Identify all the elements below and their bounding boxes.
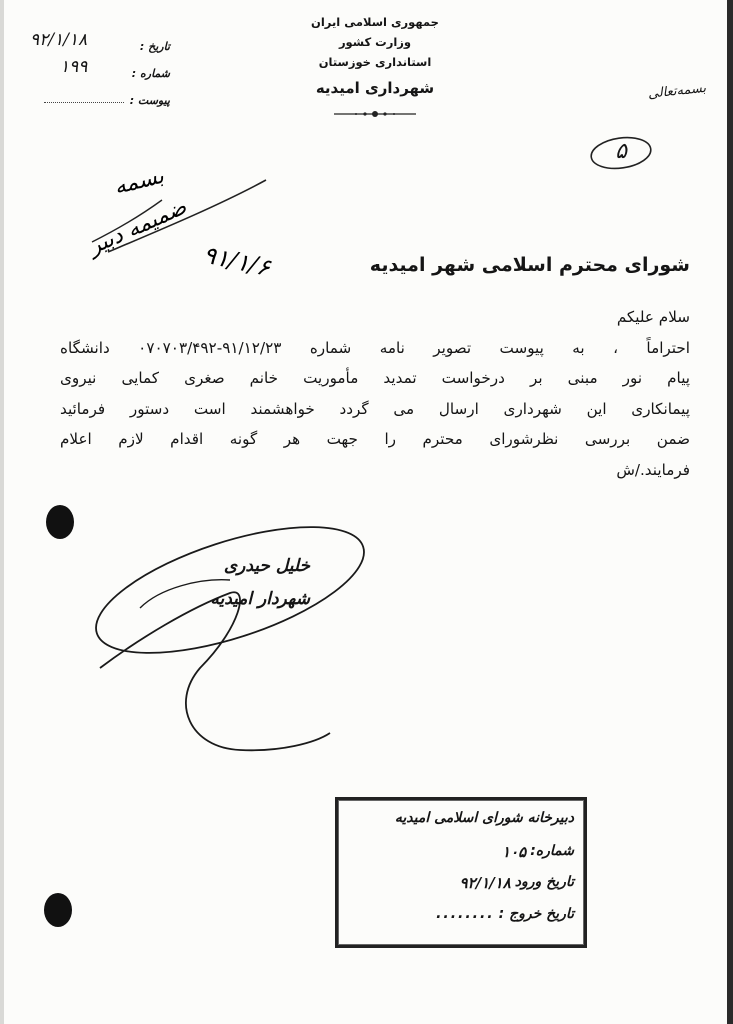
page-number-mark [588,135,654,171]
handwritten-annotation [70,150,300,290]
letterhead-country: جمهوری اسلامی ایران [311,15,439,29]
page-number: ۵ [615,139,627,164]
meta-number [30,57,170,88]
stamp-title: دبیرخانه شورای اسلامی امیدیه [394,810,574,826]
signer-name: خلیل حیدری [223,556,310,576]
stamp-entry-row [348,874,574,892]
meta-attachment-dots [44,102,124,103]
meta-attachment [30,88,170,115]
body-line-4: ضمن بررسی نظرشورای محترم را جهت هر گونه اقدام لازم اعلام [60,430,690,449]
recipient-line: شورای محترم اسلامی شهر امیدیه [369,254,690,276]
stamp-number-row [348,843,574,861]
meta-attachment-label: پیوست : [129,94,170,107]
council-secretariat-stamp [335,797,587,948]
letterhead [270,12,480,122]
signature-block [110,548,310,614]
body-line-5: فرمایند./ش [616,460,690,479]
letterhead-province: استانداری خوزستان [318,55,432,69]
handnote-line2: ضمیمه دبیر [85,194,191,260]
signer-title: شهردار امیدیه [210,589,310,609]
handnote-date: ۹۱/۱/۶ [200,240,273,282]
meta-date-label: تاریخ : [139,40,170,53]
handnote-line1: بسمه [111,163,167,200]
stamp-entry-label: تاریخ ورود [514,874,574,890]
letter-meta [30,30,170,115]
stamp-number-value: ۱۰۵ [502,843,527,861]
scan-edge-left [0,0,4,1024]
meta-date-value: ۹۲/۱/۱۸ [30,30,88,50]
letter-body [60,302,690,486]
punch-hole-top [46,505,74,539]
stamp-exit-dots: ........ [436,906,495,922]
meta-number-label: شماره : [131,67,170,80]
body-greeting: سلام علیکم [616,308,690,326]
stamp-exit-label: تاریخ خروج : [498,906,574,922]
body-line-2: پیام نور مبنی بر درخواست تمدید مأموریت خانم صغری کمایی نیروی [60,369,690,388]
ornament-divider [330,110,420,118]
stamp-number-label: شماره: [530,843,574,859]
body-line-1: احتراماً ، به پیوست تصویر نامه شماره ۹۱/۱۲/۲۳-۰۷۰۷۰۳/۴۹۲ دانشگاه [60,338,690,357]
letterhead-municipality: شهرداری امیدیه [315,79,435,97]
meta-number-value: ۱۹۹ [60,57,88,77]
letterhead-ministry: وزارت کشور [338,35,412,49]
body-line-3: پیمانکاری این شهرداری ارسال می گردد خواهشمند است دستور فرمائید [60,399,690,418]
stamp-exit-row [348,906,574,922]
punch-hole-bottom [44,893,72,927]
scan-edge-right [727,0,733,1024]
basmala-heading: بسمه‌تعالی [647,80,707,102]
stamp-entry-value: ۹۲/۱/۱۸ [459,874,511,892]
